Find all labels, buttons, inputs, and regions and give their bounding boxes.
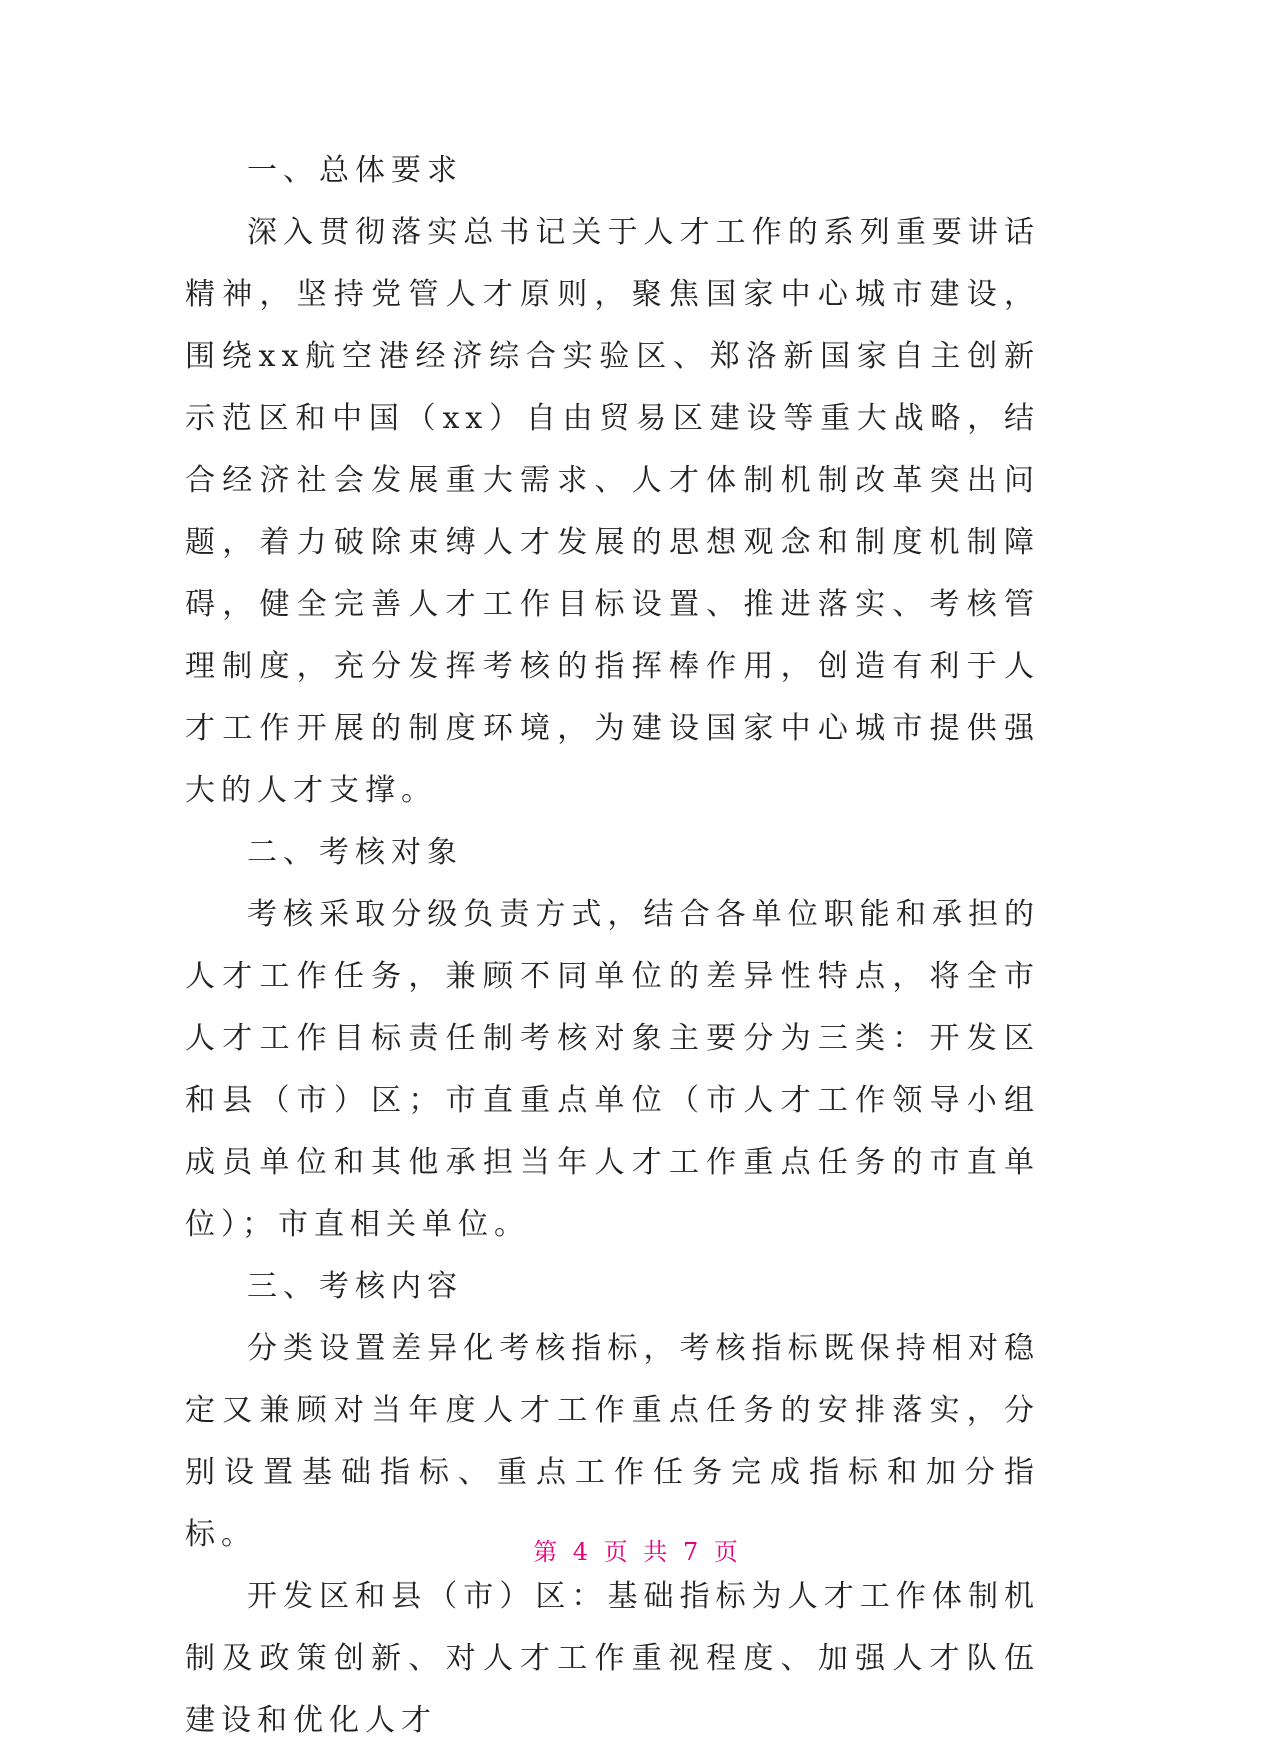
document-body: [185, 140, 1040, 1752]
paragraph-assessment-targets: 考核采取分级负责方式，结合各单位职能和承担的人才工作任务，兼顾不同单位的差异性特点，将全市人才工作目标责任制考核对象主要分为三类：开发区和县（市）区；市直重点单位（市人才工作领导小组成员单位和其他承担当年人才工作重点任务的市直单位）；市直相关单位。: [185, 897, 1040, 1242]
page-number-label: 第 4 页 共 7 页: [533, 1538, 742, 1566]
paragraph-assessment-content: 分类设置差异化考核指标，考核指标既保持相对稳定又兼顾对当年度人才工作重点任务的安排落实，分别设置基础指标、重点工作任务完成指标和加分指标。: [185, 1331, 1040, 1552]
page-footer: [0, 1532, 1275, 1567]
section-heading-assessment-targets: 二、考核对象: [247, 835, 463, 870]
section-heading-overall-requirements: 一、总体要求: [247, 153, 463, 188]
paragraph-overall-requirements: 深入贯彻落实总书记关于人才工作的系列重要讲话精神，坚持党管人才原则，聚焦国家中心城市建设，围绕xx航空港经济综合实验区、郑洛新国家自主创新示范区和中国（xx）自由贸易区建设等重大战略，结合经济社会发展重大需求、人才体制机制改革突出问题，着力破除束缚人才发展的思想观念和制度机制障碍，健全完善人才工作目标设置、推进落实、考核管理制度，充分发挥考核的指挥棒作用，创造有利于人才工作开展的制度环境，为建设国家中心城市提供强大的人才支撑。: [185, 215, 1040, 808]
section-heading-assessment-content: 三、考核内容: [247, 1269, 463, 1304]
paragraph-development-zones: 开发区和县（市）区：基础指标为人才工作体制机制及政策创新、对人才工作重视程度、加强人才队伍建设和优化人才: [185, 1579, 1040, 1738]
